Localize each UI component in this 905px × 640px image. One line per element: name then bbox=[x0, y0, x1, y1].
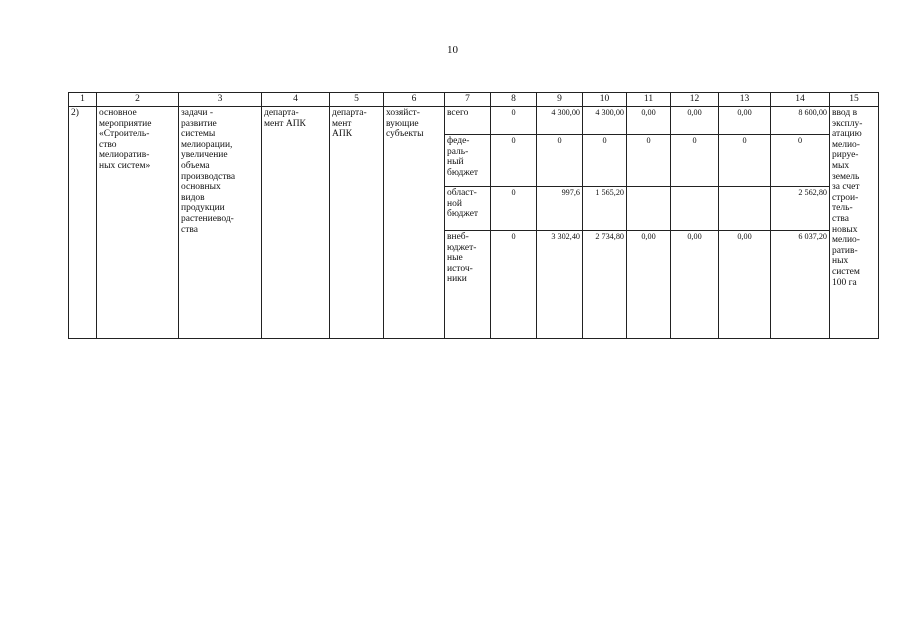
funding-source-name: феде- раль- ный бюджет bbox=[445, 135, 491, 187]
header-cell: 11 bbox=[627, 93, 671, 107]
header-cell: 4 bbox=[262, 93, 330, 107]
value-cell: 1 565,20 bbox=[583, 187, 627, 231]
program-table bbox=[68, 92, 879, 339]
responsible-executor: департа- мент АПК bbox=[262, 107, 330, 339]
value-cell: 4 300,00 bbox=[537, 107, 583, 135]
funding-source-name: област- ной бюджет bbox=[445, 187, 491, 231]
header-row bbox=[69, 93, 879, 107]
header-cell: 7 bbox=[445, 93, 491, 107]
value-cell: 0,00 bbox=[671, 107, 719, 135]
value-cell: 997,6 bbox=[537, 187, 583, 231]
value-cell bbox=[671, 187, 719, 231]
value-cell: 0 bbox=[771, 135, 830, 187]
value-cell bbox=[719, 187, 771, 231]
value-cell: 0,00 bbox=[627, 107, 671, 135]
header-cell: 13 bbox=[719, 93, 771, 107]
header-cell: 8 bbox=[491, 93, 537, 107]
value-cell: 2 734,80 bbox=[583, 231, 627, 339]
value-cell: 0 bbox=[491, 187, 537, 231]
value-cell: 0 bbox=[671, 135, 719, 187]
value-cell: 0,00 bbox=[719, 107, 771, 135]
value-cell: 2 562,80 bbox=[771, 187, 830, 231]
value-cell: 0 bbox=[719, 135, 771, 187]
header-cell: 14 bbox=[771, 93, 830, 107]
value-cell: 0,00 bbox=[719, 231, 771, 339]
expected-result: ввод в эксплу- атацию мелио- рируе- мых земель за счет строи- тель- ства новых мелио- ратив- ных систем 100 га bbox=[830, 107, 879, 339]
value-cell: 0 bbox=[491, 135, 537, 187]
header-cell: 3 bbox=[179, 93, 262, 107]
value-cell: 0 bbox=[491, 231, 537, 339]
value-cell: 0 bbox=[537, 135, 583, 187]
header-cell: 12 bbox=[671, 93, 719, 107]
funding-source-name: всего bbox=[445, 107, 491, 135]
funding-source-name: внеб- юджет- ные источ- ники bbox=[445, 231, 491, 339]
header-cell: 2 bbox=[97, 93, 179, 107]
co-executor: департа- мент АПК bbox=[330, 107, 384, 339]
header-cell: 5 bbox=[330, 93, 384, 107]
header-cell: 15 bbox=[830, 93, 879, 107]
value-cell: 6 037,20 bbox=[771, 231, 830, 339]
page-number: 10 bbox=[447, 44, 458, 56]
task-description: задачи - развитие системы мелиорации, увеличение объема производства основных видов продукции растениевод- ства bbox=[179, 107, 262, 339]
value-cell: 0 bbox=[627, 135, 671, 187]
header-cell: 6 bbox=[384, 93, 445, 107]
value-cell: 0,00 bbox=[671, 231, 719, 339]
header-cell: 1 bbox=[69, 93, 97, 107]
header-cell: 10 bbox=[583, 93, 627, 107]
value-cell: 0,00 bbox=[627, 231, 671, 339]
value-cell bbox=[627, 187, 671, 231]
value-cell: 0 bbox=[583, 135, 627, 187]
event-name: основное мероприятие «Строитель- ство мелиоратив- ных систем» bbox=[97, 107, 179, 339]
table-row bbox=[69, 107, 879, 135]
row-number: 2) bbox=[69, 107, 97, 339]
participants: хозяйст- вующие субъекты bbox=[384, 107, 445, 339]
value-cell: 3 302,40 bbox=[537, 231, 583, 339]
value-cell: 0 bbox=[491, 107, 537, 135]
header-cell: 9 bbox=[537, 93, 583, 107]
value-cell: 8 600,00 bbox=[771, 107, 830, 135]
value-cell: 4 300,00 bbox=[583, 107, 627, 135]
